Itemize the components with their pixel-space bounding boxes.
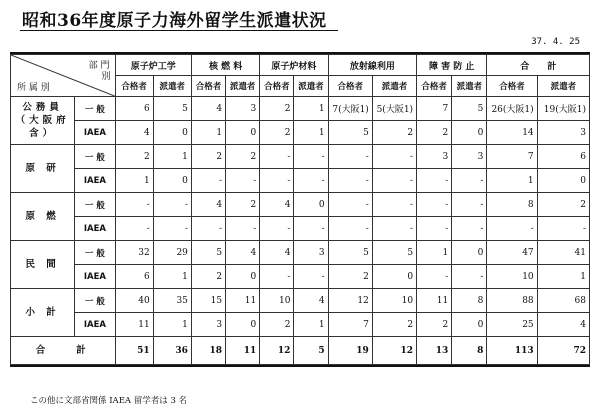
table-cell: 7 xyxy=(487,145,537,169)
table-cell: 0 xyxy=(226,121,260,145)
table-cell: - xyxy=(153,217,191,241)
subheader-dispatched: 派遣者 xyxy=(452,76,487,97)
table-cell: 10 xyxy=(372,289,416,313)
table-cell: 2 xyxy=(417,313,452,337)
table-cell: 5 xyxy=(452,97,487,121)
table-cell: 2 xyxy=(417,121,452,145)
subheader-dispatched: 派遣者 xyxy=(294,76,328,97)
subheader-dispatched: 派遣者 xyxy=(153,76,191,97)
table-cell: 4 xyxy=(537,313,589,337)
table-cell: - xyxy=(294,217,328,241)
table-cell: - xyxy=(417,193,452,217)
table-cell: 2 xyxy=(226,145,260,169)
total-row xyxy=(11,337,590,365)
table-cell: - xyxy=(328,169,372,193)
table-cell: 0 xyxy=(452,241,487,265)
table-cell: - xyxy=(417,169,452,193)
table-cell: 4 xyxy=(191,97,225,121)
total-cell: 19 xyxy=(328,337,372,365)
row-category: 民 間 xyxy=(11,241,75,289)
table-row xyxy=(11,241,590,265)
table-cell: 0 xyxy=(294,193,328,217)
table-cell: 1 xyxy=(537,265,589,289)
table-cell: 3 xyxy=(537,121,589,145)
table-cell: 4 xyxy=(260,193,294,217)
table-cell: 3 xyxy=(294,241,328,265)
corner-department-label: 部 門 xyxy=(88,61,110,71)
table-cell: 68 xyxy=(537,289,589,313)
table-cell: 35 xyxy=(153,289,191,313)
corner-header xyxy=(11,55,116,97)
table-cell: 8 xyxy=(452,289,487,313)
corner-suffix-label: 別 xyxy=(101,72,111,82)
subheader-passed: 合格者 xyxy=(260,76,294,97)
table-cell: 5 xyxy=(191,241,225,265)
subheader-dispatched: 派遣者 xyxy=(537,76,589,97)
table-row xyxy=(11,97,590,121)
table-cell: 5 xyxy=(328,241,372,265)
row-subtype: IAEA xyxy=(75,169,115,193)
table-cell: 2 xyxy=(372,313,416,337)
table-cell: 2 xyxy=(191,145,225,169)
row-category: 原 燃 xyxy=(11,193,75,241)
table-cell: 25 xyxy=(487,313,537,337)
table-cell: 47 xyxy=(487,241,537,265)
table-cell: 3 xyxy=(191,313,225,337)
row-subtype: IAEA xyxy=(75,217,115,241)
table-row xyxy=(11,265,590,289)
header-reactor-engineering: 原子炉工学 xyxy=(115,55,191,76)
row-subtype: 一 般 xyxy=(75,289,115,313)
total-cell: 72 xyxy=(537,337,589,365)
table-cell: 7 xyxy=(328,313,372,337)
total-cell: 18 xyxy=(191,337,225,365)
document-date: 37. 4. 25 xyxy=(531,37,580,47)
table-cell: 0 xyxy=(226,313,260,337)
subheader-dispatched: 派遣者 xyxy=(372,76,416,97)
table-cell: - xyxy=(537,217,589,241)
table-cell: 11 xyxy=(115,313,153,337)
row-category: 公務員（大阪府含） xyxy=(11,97,75,145)
table-cell: 32 xyxy=(115,241,153,265)
table-cell: 6 xyxy=(537,145,589,169)
table-cell: 41 xyxy=(537,241,589,265)
table-cell: 0 xyxy=(226,265,260,289)
footnote: この他に文部省関係 IAEA 留学者は 3 名 xyxy=(30,396,188,406)
page-title: 昭和36年度原子力海外留学生派遣状況 xyxy=(22,11,327,31)
total-cell: 51 xyxy=(115,337,153,365)
table-cell: 1 xyxy=(153,145,191,169)
table-cell: 0 xyxy=(452,313,487,337)
subheader-dispatched: 派遣者 xyxy=(226,76,260,97)
table-cell: - xyxy=(260,217,294,241)
table-cell: 6 xyxy=(115,265,153,289)
total-cell: 113 xyxy=(487,337,537,365)
table-cell: - xyxy=(328,193,372,217)
total-cell: 8 xyxy=(452,337,487,365)
table-cell: 4 xyxy=(191,193,225,217)
table-cell: - xyxy=(294,169,328,193)
table-cell: - xyxy=(226,169,260,193)
table-cell: - xyxy=(328,217,372,241)
table-row xyxy=(11,217,590,241)
table-cell: 1 xyxy=(417,241,452,265)
subheader-passed: 合格者 xyxy=(417,76,452,97)
row-category: 小 計 xyxy=(11,289,75,337)
table-row xyxy=(11,313,590,337)
dispatch-table xyxy=(10,54,590,365)
table-cell: 2 xyxy=(372,121,416,145)
table-cell: 2 xyxy=(115,145,153,169)
table-cell: 6 xyxy=(115,97,153,121)
table-cell: - xyxy=(452,217,487,241)
table-cell: 7(大阪1) xyxy=(328,97,372,121)
table-cell: - xyxy=(294,265,328,289)
table-cell: 5(大阪1) xyxy=(372,97,416,121)
table-cell: 5 xyxy=(328,121,372,145)
table-cell: 10 xyxy=(260,289,294,313)
total-cell: 13 xyxy=(417,337,452,365)
table-cell: 19(大阪1) xyxy=(537,97,589,121)
header-hazard-prevention: 障 害 防 止 xyxy=(417,55,487,76)
table-cell: - xyxy=(260,169,294,193)
table-cell: 2 xyxy=(537,193,589,217)
table-cell: 4 xyxy=(226,241,260,265)
table-cell: - xyxy=(372,217,416,241)
table-cell: 1 xyxy=(115,169,153,193)
table-cell: 4 xyxy=(294,289,328,313)
table-cell: - xyxy=(328,145,372,169)
table-cell: 1 xyxy=(191,121,225,145)
table-cell: 1 xyxy=(294,97,328,121)
table-cell: - xyxy=(487,217,537,241)
table-cell: 1 xyxy=(153,313,191,337)
table-cell: 4 xyxy=(260,241,294,265)
header-nuclear-fuel: 核 燃 料 xyxy=(191,55,259,76)
table-cell: - xyxy=(153,193,191,217)
table-cell: - xyxy=(452,265,487,289)
table-cell: 3 xyxy=(417,145,452,169)
table-cell: 0 xyxy=(537,169,589,193)
table-cell: 1 xyxy=(153,265,191,289)
table-cell: 2 xyxy=(328,265,372,289)
table-row xyxy=(11,121,590,145)
total-cell: 12 xyxy=(260,337,294,365)
header-radiation-use: 放射線利用 xyxy=(328,55,416,76)
subheader-passed: 合格者 xyxy=(328,76,372,97)
table-cell: 0 xyxy=(153,121,191,145)
total-cell: 36 xyxy=(153,337,191,365)
table-cell: 11 xyxy=(417,289,452,313)
table-cell: - xyxy=(452,169,487,193)
row-category: 原 研 xyxy=(11,145,75,193)
table-row xyxy=(11,289,590,313)
table-cell: 4 xyxy=(115,121,153,145)
row-subtype: 一 般 xyxy=(75,97,115,121)
table-cell: 7 xyxy=(417,97,452,121)
table-cell: 5 xyxy=(153,97,191,121)
table-cell: - xyxy=(372,169,416,193)
header-total: 合 計 xyxy=(487,55,590,76)
table-cell: - xyxy=(115,193,153,217)
table-cell: - xyxy=(260,145,294,169)
table-row xyxy=(11,145,590,169)
header-reactor-materials: 原子炉材料 xyxy=(260,55,328,76)
table-cell: 40 xyxy=(115,289,153,313)
table-cell: - xyxy=(226,217,260,241)
table-body xyxy=(11,97,590,365)
table-cell: - xyxy=(260,265,294,289)
table-cell: 5 xyxy=(372,241,416,265)
total-cell: 11 xyxy=(226,337,260,365)
table-cell: 2 xyxy=(191,265,225,289)
row-subtype: IAEA xyxy=(75,313,115,337)
table-cell: - xyxy=(452,193,487,217)
subheader-passed: 合格者 xyxy=(487,76,537,97)
table-cell: 8 xyxy=(487,193,537,217)
table-cell: - xyxy=(191,169,225,193)
row-subtype: IAEA xyxy=(75,121,115,145)
table-cell: 3 xyxy=(452,145,487,169)
table-cell: 11 xyxy=(226,289,260,313)
table-cell: 2 xyxy=(260,97,294,121)
table-cell: 88 xyxy=(487,289,537,313)
table-cell: 0 xyxy=(153,169,191,193)
table-cell: 15 xyxy=(191,289,225,313)
corner-affiliation-label: 所 属 別 xyxy=(17,83,50,93)
table-cell: 14 xyxy=(487,121,537,145)
table-cell: - xyxy=(417,217,452,241)
row-subtype: 一 般 xyxy=(75,193,115,217)
table-row xyxy=(11,193,590,217)
total-cell: 5 xyxy=(294,337,328,365)
title-underline xyxy=(20,30,338,31)
row-subtype: 一 般 xyxy=(75,241,115,265)
table-cell: 2 xyxy=(260,121,294,145)
table-row xyxy=(11,169,590,193)
table-frame xyxy=(10,52,590,367)
table-cell: 0 xyxy=(372,265,416,289)
row-subtype: IAEA xyxy=(75,265,115,289)
total-label: 合 計 xyxy=(11,337,116,365)
subheader-passed: 合格者 xyxy=(115,76,153,97)
table-cell: 3 xyxy=(226,97,260,121)
row-subtype: 一 般 xyxy=(75,145,115,169)
table-cell: 1 xyxy=(487,169,537,193)
table-cell: 2 xyxy=(226,193,260,217)
table-cell: 12 xyxy=(328,289,372,313)
table-cell: 26(大阪1) xyxy=(487,97,537,121)
table-cell: - xyxy=(294,145,328,169)
table-cell: - xyxy=(372,193,416,217)
table-cell: - xyxy=(417,265,452,289)
table-cell: 1 xyxy=(294,313,328,337)
table-cell: - xyxy=(115,217,153,241)
subheader-passed: 合格者 xyxy=(191,76,225,97)
table-cell: 0 xyxy=(452,121,487,145)
table-cell: 1 xyxy=(294,121,328,145)
table-cell: - xyxy=(191,217,225,241)
table-cell: 10 xyxy=(487,265,537,289)
total-cell: 12 xyxy=(372,337,416,365)
table-cell: - xyxy=(372,145,416,169)
table-cell: 29 xyxy=(153,241,191,265)
table-cell: 2 xyxy=(260,313,294,337)
